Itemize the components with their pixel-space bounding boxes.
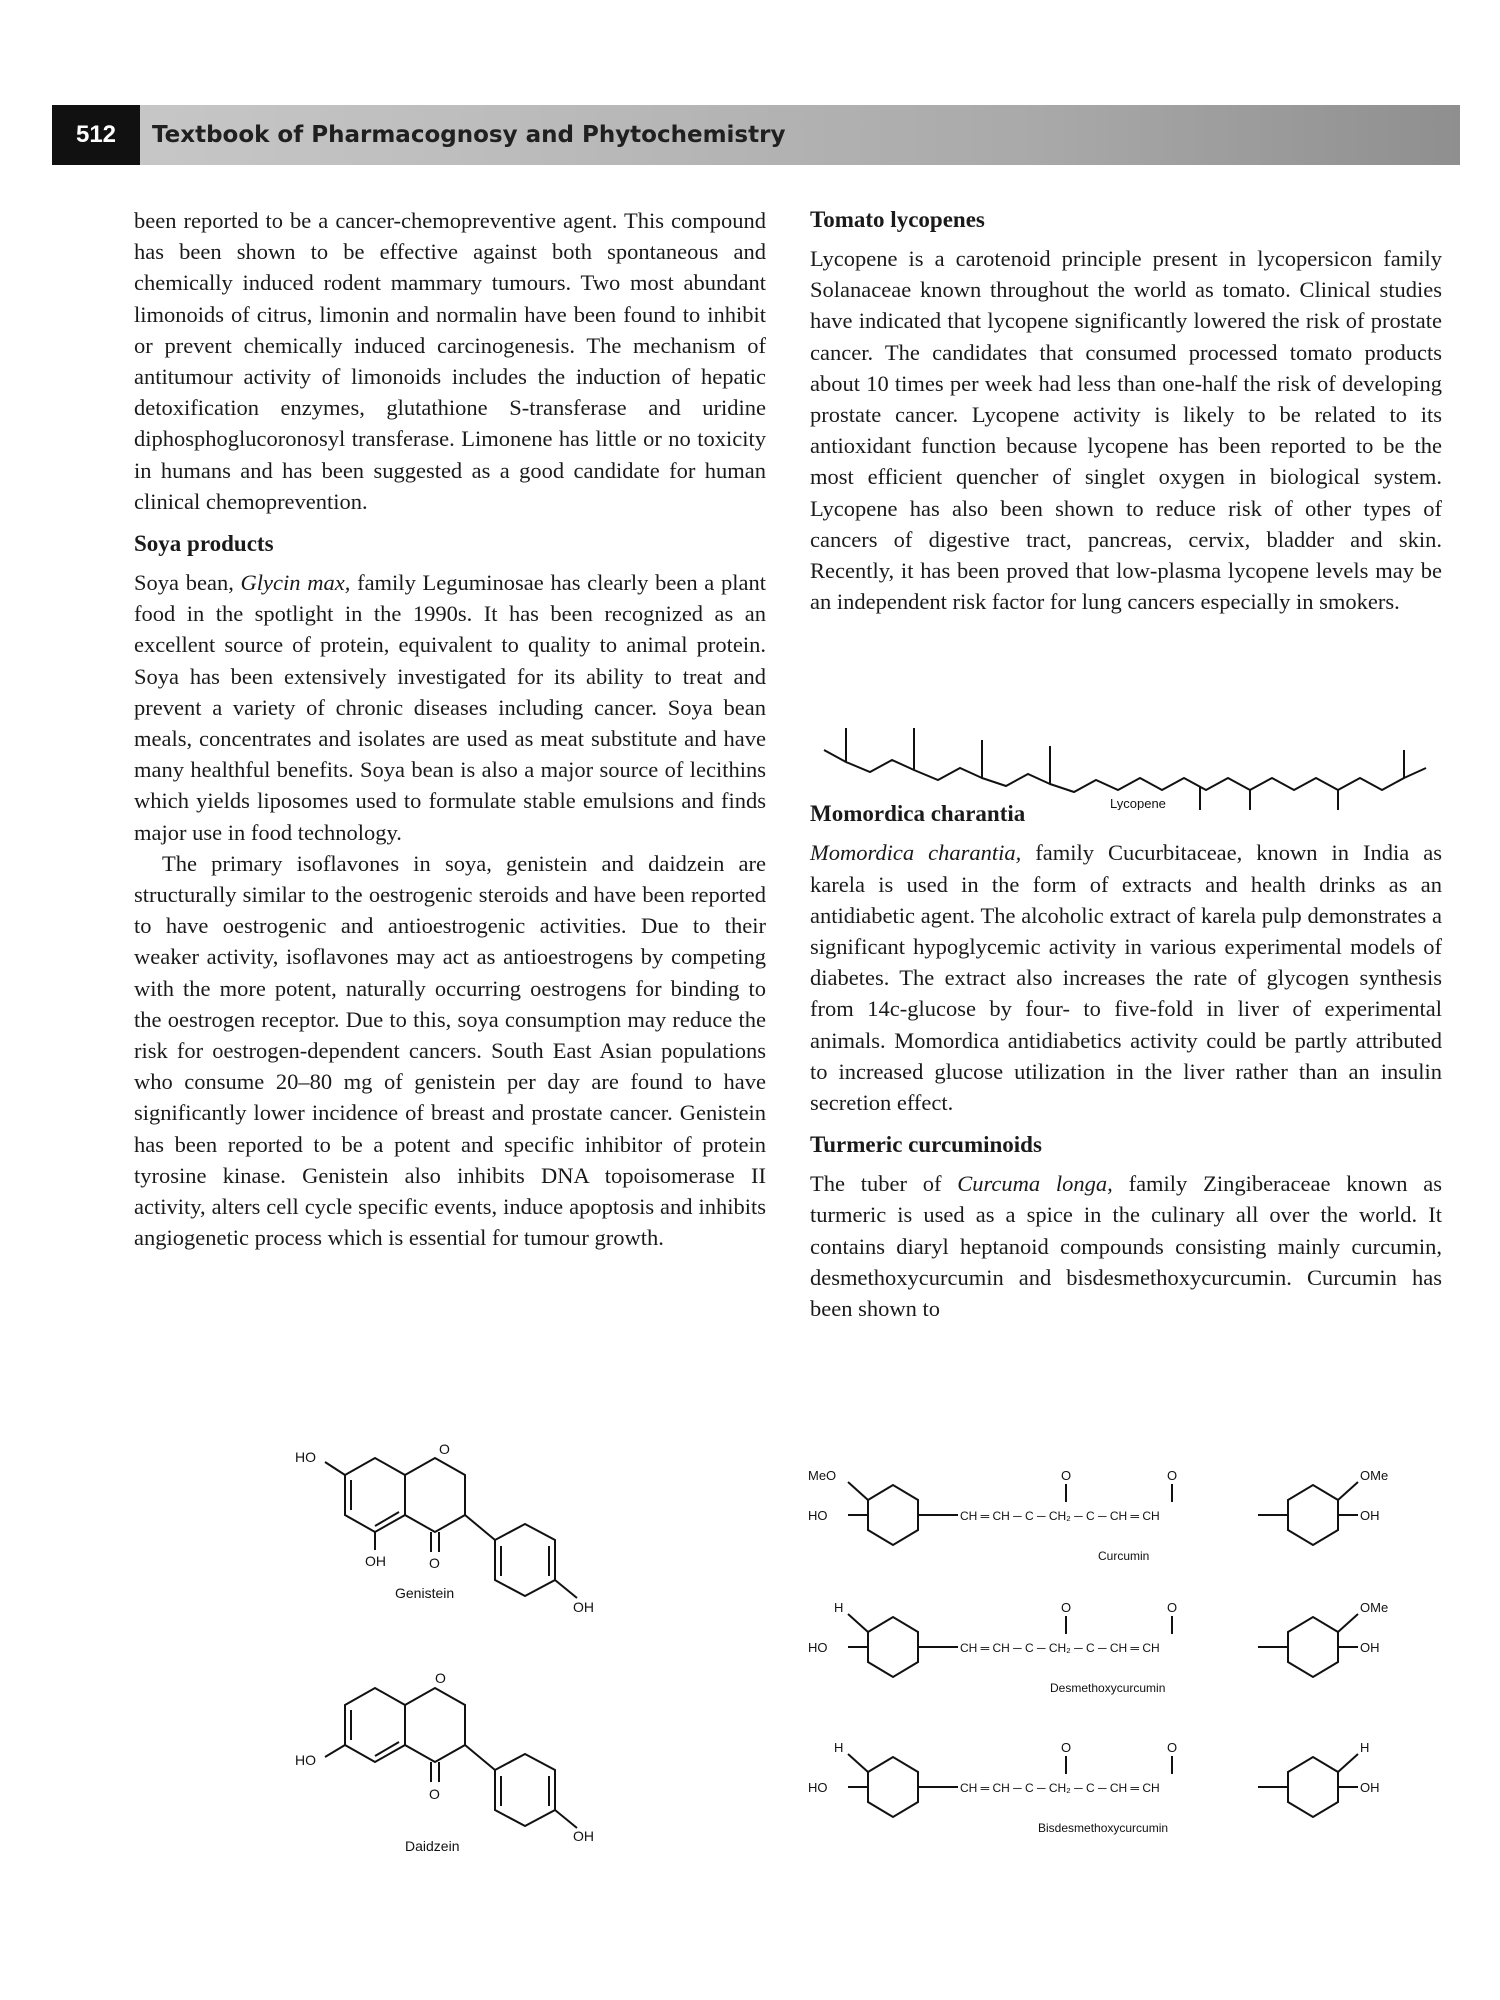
- desmethoxy-ho: HO: [808, 1640, 828, 1655]
- genistein-oh-4: OH: [573, 1599, 594, 1615]
- bisdesmethoxy-ho: HO: [808, 1780, 828, 1795]
- momordica-heading: Momordica charantia: [810, 801, 1026, 827]
- curcumin-oh: OH: [1360, 1508, 1380, 1523]
- daidzein-keto-o: O: [429, 1786, 440, 1802]
- curcumin-svg: [808, 1440, 1448, 1570]
- desmethoxycurcumin-label: Desmethoxycurcumin: [1050, 1681, 1166, 1695]
- genistein-oh-5: OH: [365, 1553, 386, 1569]
- desmethoxycurcumin-svg: [808, 1572, 1448, 1702]
- bisdesmethoxycurcumin-label: Bisdesmethoxycurcumin: [1038, 1821, 1169, 1835]
- genistein-keto-o: O: [429, 1555, 440, 1571]
- curcumin-meo: MeO: [808, 1468, 837, 1483]
- curcumin-o-1: O: [1061, 1468, 1072, 1483]
- desmethoxy-o-1: O: [1061, 1600, 1072, 1615]
- momordica-paragraph: Momordica charantia, family Cucurbitaceae, known in India as karela is used in the form of extracts and health drinks as an antidiabetic agent. The alcoholic extract of karela pulp demonstrates a significant hypoglycemic activity in various experimental models of diabetes. The extract also increases the rate of glycogen synthesis from 14c-glucose by four- to five-fold in liver of experimental animals. Momordica antidiabetics activity could be partly attributed to increased glucose utilization in the liver rather than an insulin secretion effect.: [810, 840, 1442, 1116]
- curcuma-species: Curcuma longa,: [957, 1171, 1113, 1197]
- curcumin-structure: [808, 1440, 1448, 1575]
- desmethoxy-ome: OMe: [1360, 1600, 1389, 1615]
- bisdesmethoxy-o-2: O: [1167, 1740, 1178, 1755]
- desmethoxy-h: H: [834, 1600, 844, 1615]
- curcumin-label: Curcumin: [1098, 1549, 1150, 1563]
- bisdesmethoxy-chain: CH ═ CH ─ C ─ CH₂ ─ C ─ CH ═ CH: [960, 1781, 1160, 1795]
- bisdesmethoxycurcumin-svg: [808, 1712, 1448, 1842]
- soya-paragraph-1: Soya bean, Glycin max, family Leguminosae has clearly been a plant food in the spotlight in the 1990s. It has been recognized as an excellent source of protein, equivalent to quality to animal protein. Soya has been extensively investigated for its ability to treat and prevent a variety of chronic diseases including cancer. Soya bean meals, concentrates and isolates are used as meat substitute and have many healthful benefits. Soya bean is also a major source of lecithins which yields liposomes used to formulate stable emulsions and finds major use in food technology.: [134, 570, 766, 845]
- daidzein-svg: [285, 1665, 625, 1895]
- genistein-label: Genistein: [395, 1585, 455, 1601]
- daidzein-oh: OH: [573, 1828, 594, 1844]
- page-number: 512: [52, 105, 140, 165]
- turmeric-paragraph: The tuber of Curcuma longa, family Zingiberaceae known as turmeric is used as a spice in the culinary all over the world. It contains diaryl heptanoid compounds consisting mainly curcumin, desmethoxycurcumin and bisdesmethoxycurcumin. Curcumin has been shown to: [810, 1171, 1442, 1322]
- left-column: [134, 205, 766, 1254]
- daidzein-label: Daidzein: [405, 1838, 460, 1854]
- genistein-svg: [285, 1440, 625, 1650]
- soya-species: Glycin max,: [240, 570, 351, 596]
- curcumin-ho: HO: [808, 1508, 828, 1523]
- soya-paragraph-2: The primary isoflavones in soya, genistein and daidzein are structurally similar to the oestrogenic steroids and have been reported to have oestrogenic and antioestrogenic activities. Due to their weaker activity, isoflavones may act as antioestrogens by competing with the more potent, naturally occurring oestrogens for binding to the oestrogen receptor. Due to this, soya consumption may reduce the risk for oestrogen-dependent cancers. South East Asian populations who consume 20–80 mg of genistein per day are found to have significantly lower incidence of breast and prostate cancer. Genistein has been reported to be a potent and specific inhibitor of protein tyrosine kinase. Genistein also inhibits DNA topoisomerase II activity, alters cell cycle specific events, induce apoptosis and inhibits angiogenetic process which is essential for tumour growth.: [134, 850, 766, 1251]
- desmethoxy-o-2: O: [1167, 1600, 1178, 1615]
- desmethoxycurcumin-structure: [808, 1572, 1448, 1707]
- turmeric-heading: Turmeric curcuminoids: [810, 1132, 1042, 1158]
- bisdesmethoxy-o-1: O: [1061, 1740, 1072, 1755]
- book-title: Textbook of Pharmacognosy and Phytochemistry: [152, 122, 786, 148]
- tomato-paragraph: Lycopene is a carotenoid principle present in lycopersicon family Solanaceae known throughout the world as tomato. Clinical studies have indicated that lycopene significantly lowered the risk of prostate cancer. The candidates that consumed processed tomato products about 10 times per week had less than one-half the risk of developing prostate cancer. Lycopene activity is likely to be related to its antioxidant function because lycopene has been reported to be the most efficient quencher of singlet oxygen in biological system. Lycopene has also been shown to reduce risk of other types of cancers of digestive tract, pancreas, cervix, bladder and skin. Recently, it has been proved that low-plasma lycopene levels may be an independent risk factor for lung cancers especially in smokers.: [810, 246, 1442, 615]
- soya-heading: Soya products: [134, 531, 274, 557]
- curcumin-ome: OMe: [1360, 1468, 1389, 1483]
- limonoid-paragraph: been reported to be a cancer-chemopreventive agent. This compound has been shown to be effective against both spontaneous and chemically induced rodent mammary tumours. Two most abundant limonoids of citrus, limonin and normalin have been found to inhibit or prevent chemically induced carcinogenesis. The mechanism of antitumour activity of limonoids includes the induction of hepatic detoxification enzymes, glutathione S-transferase and uridine diphosphoglucoronosyl transferase. Limonene has little or no toxicity in humans and has been suggested as a good candidate for human clinical chemoprevention.: [134, 208, 766, 514]
- daidzein-ho: HO: [295, 1752, 316, 1768]
- lycopene-structure: [820, 710, 1440, 815]
- bisdesmethoxy-oh: OH: [1360, 1780, 1380, 1795]
- lycopene-label: Lycopene: [1110, 796, 1166, 810]
- curcumin-chain: CH ═ CH ─ C ─ CH₂ ─ C ─ CH ═ CH: [960, 1509, 1160, 1523]
- lycopene-svg: [820, 710, 1440, 810]
- momordica-species: Momordica charantia,: [810, 840, 1022, 866]
- daidzein-ring-o: O: [435, 1670, 446, 1686]
- desmethoxy-chain: CH ═ CH ─ C ─ CH₂ ─ C ─ CH ═ CH: [960, 1641, 1160, 1655]
- genistein-structure: [285, 1440, 625, 1655]
- curcumin-o-2: O: [1167, 1468, 1178, 1483]
- bisdesmethoxycurcumin-structure: [808, 1712, 1448, 1847]
- tomato-heading: Tomato lycopenes: [810, 207, 985, 232]
- daidzein-structure: [285, 1665, 625, 1900]
- bisdesmethoxy-h-1: H: [834, 1740, 844, 1755]
- desmethoxy-oh: OH: [1360, 1640, 1380, 1655]
- genistein-ho: HO: [295, 1449, 316, 1465]
- bisdesmethoxy-h-2: H: [1360, 1740, 1370, 1755]
- genistein-ring-o: O: [439, 1441, 450, 1457]
